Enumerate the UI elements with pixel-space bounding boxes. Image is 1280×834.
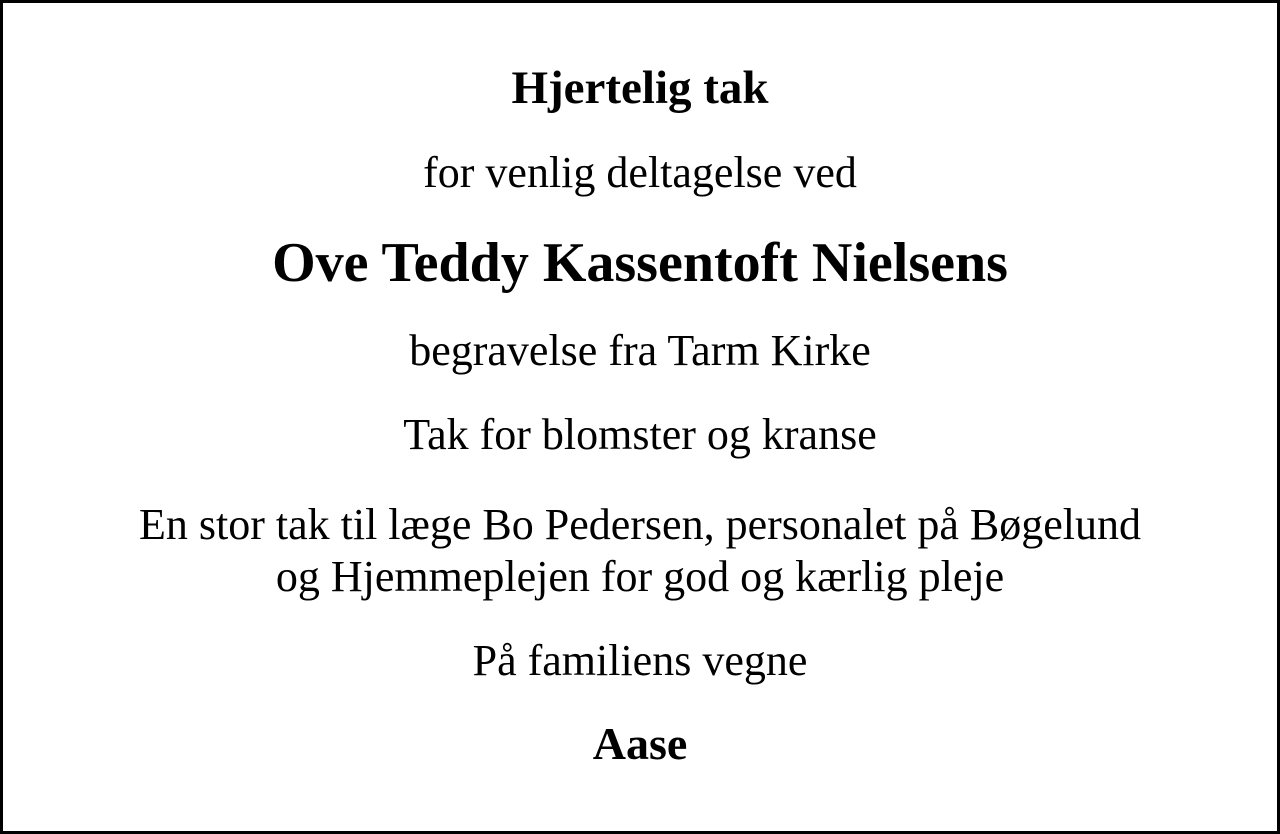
flowers-thanks: Tak for blomster og kranse (403, 410, 877, 459)
notice-heading: Hjertelig tak (511, 62, 769, 114)
care-thanks-line-2: og Hjemmeplejen for god og kærlig pleje (275, 552, 1005, 601)
family-text: På familiens vegne (472, 636, 808, 685)
deceased-name: Ove Teddy Kassentoft Nielsens (272, 232, 1008, 294)
care-thanks-line-1: En stor tak til læge Bo Pedersen, personalet på Bøgelund (138, 500, 1142, 549)
intro-text: for venlig deltagelse ved (423, 148, 857, 197)
care-thanks (3, 499, 1277, 603)
signature: Aase (592, 718, 688, 769)
funeral-location: begravelse fra Tarm Kirke (409, 326, 871, 375)
